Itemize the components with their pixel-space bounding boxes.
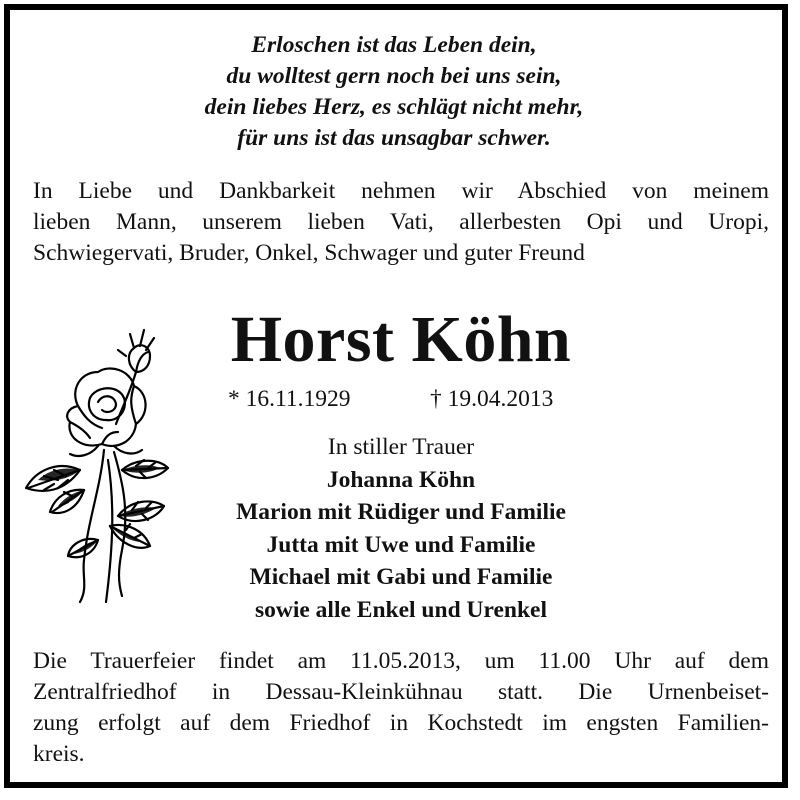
intro-paragraph — [33, 176, 769, 269]
poem-line: du wolltest gern noch bei uns sein, — [226, 63, 562, 89]
mourner-name: Jutta mit Uwe und Familie — [266, 531, 536, 558]
ceremony-paragraph — [33, 646, 769, 770]
poem-line: für uns ist das unsagbar schwer. — [237, 125, 551, 151]
ceremony-line: kreis. — [33, 741, 85, 767]
mourners-heading: In stiller Trauer — [327, 434, 475, 460]
intro-line: In Liebe und Dankbarkeit nehmen wir Abschied von meinem — [33, 178, 769, 204]
intro-line: Schwiegervati, Bruder, Onkel, Schwager und guter Freund — [33, 240, 585, 266]
rose-icon — [18, 320, 190, 606]
mourners-block — [176, 431, 626, 626]
mourner-name: Marion mit Rüdiger und Familie — [236, 499, 566, 525]
mourner-name: sowie alle Enkel und Urenkel — [254, 596, 548, 623]
deceased-name: Horst Köhn — [230, 303, 572, 376]
ceremony-line: Die Trauerfeier findet am 11.05.2013, um 11.00 Uhr auf dem — [33, 648, 769, 674]
poem-line: dein liebes Herz, es schlägt nicht mehr, — [204, 94, 584, 120]
birth-date: * 16.11.1929 — [228, 386, 351, 412]
intro-line: lieben Mann, unserem lieben Vati, allerbesten Opi und Uropi, — [33, 209, 769, 235]
mourner-name: Johanna Köhn — [326, 466, 476, 493]
poem — [0, 30, 788, 154]
mourner-name: Michael mit Gabi und Familie — [249, 564, 553, 590]
ceremony-line: Zentralfriedhof in Dessau-Kleinkühnau statt. Die Urnenbeiset- — [33, 679, 769, 705]
death-date: † 19.04.2013 — [430, 386, 554, 412]
ceremony-line: zung erfolgt auf dem Friedhof in Kochstedt im engsten Familien- — [33, 710, 769, 736]
poem-line: Erloschen ist das Leben dein, — [251, 32, 537, 58]
